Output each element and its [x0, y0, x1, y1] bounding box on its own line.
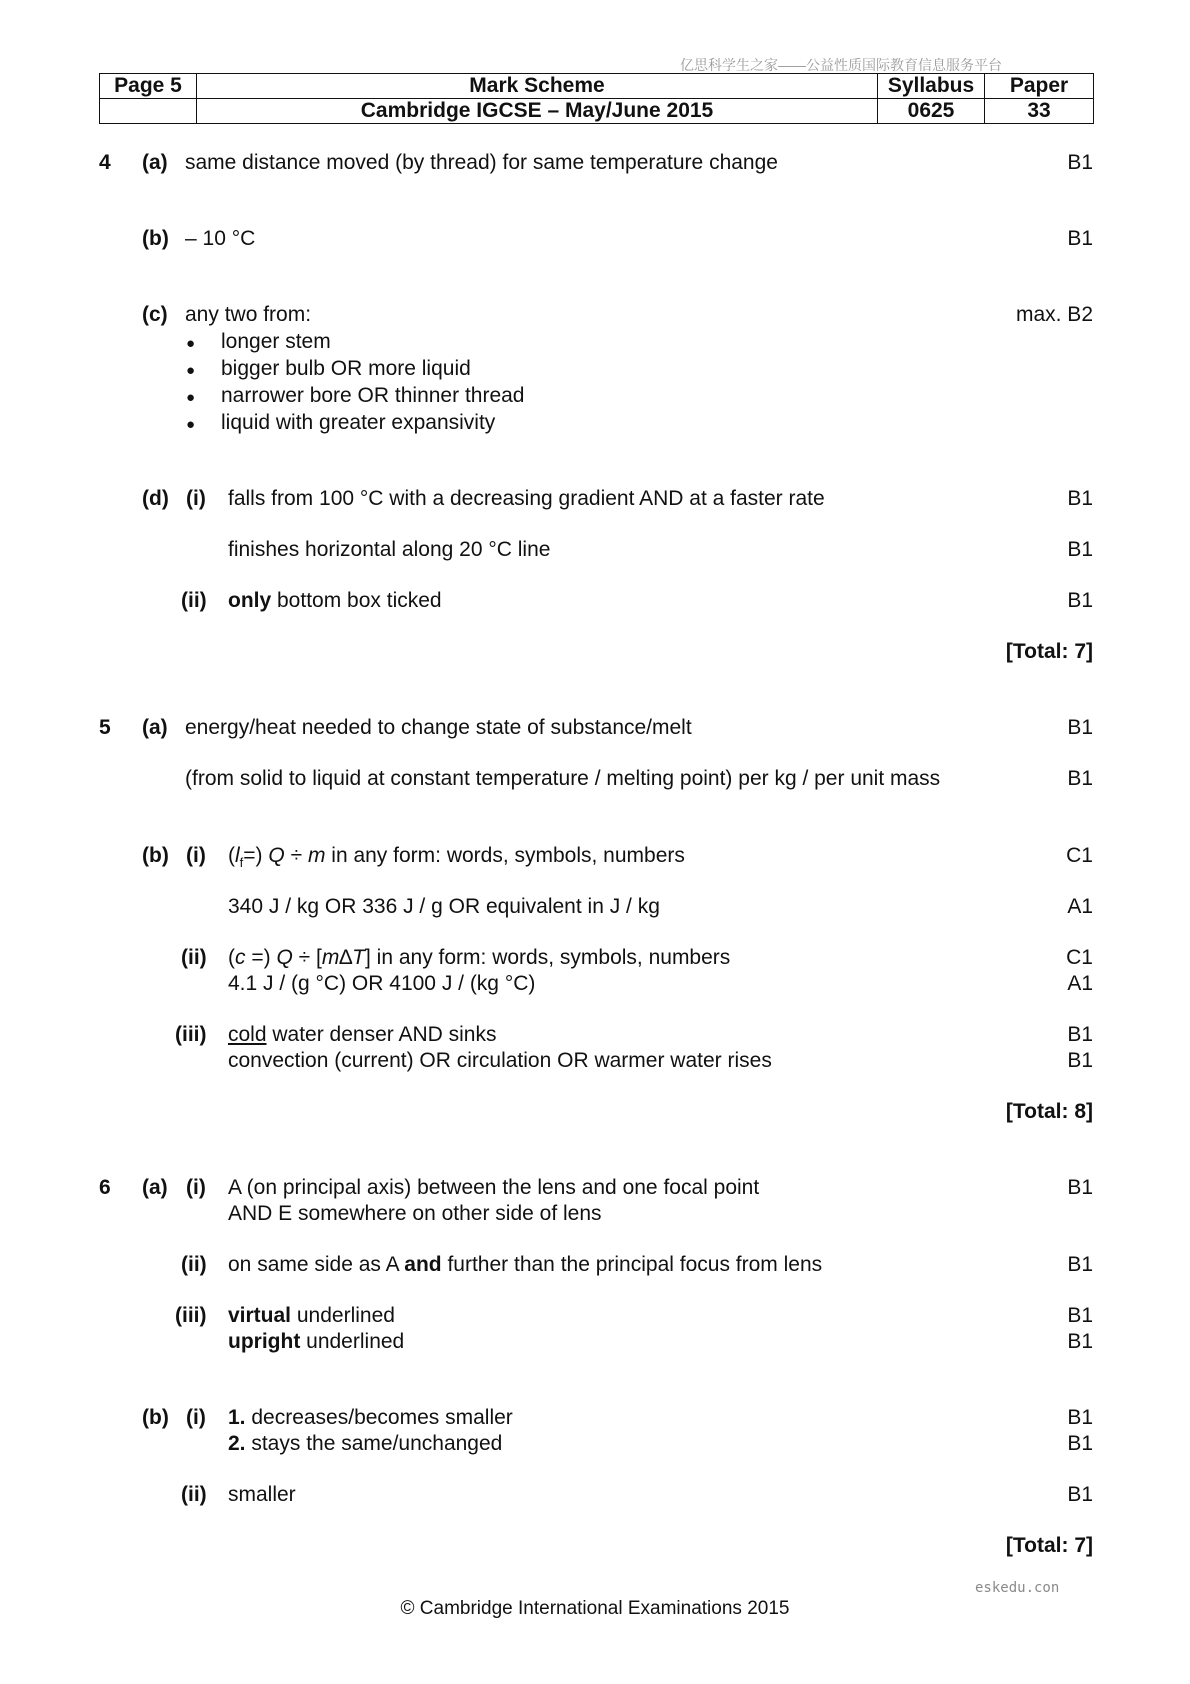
- symbol: Q: [268, 844, 285, 867]
- answer-text: [228, 1303, 395, 1329]
- mark: B1: [1067, 1330, 1093, 1353]
- symbol: T: [352, 946, 365, 969]
- paper-number: 33: [985, 99, 1094, 124]
- subpart-label: (iii): [175, 1304, 207, 1327]
- answer-text: any two from:: [185, 303, 312, 326]
- subpart-label: (i): [186, 487, 206, 510]
- page-number: Page 5: [100, 74, 197, 99]
- text-run: =): [243, 844, 269, 867]
- mark: max. B2: [1015, 303, 1093, 326]
- question-number: 6: [99, 1176, 111, 1199]
- symbol: l: [235, 844, 240, 867]
- header-table: [99, 73, 1094, 124]
- text-run: decreases/becomes smaller: [245, 1406, 513, 1429]
- list-item-text: liquid with greater expansivity: [221, 411, 496, 434]
- answer-text: [228, 1329, 404, 1355]
- text-run: ÷: [284, 844, 308, 867]
- emphasis: upright: [228, 1330, 301, 1353]
- subpart-label: (i): [186, 844, 206, 867]
- answer-text: smaller: [228, 1483, 296, 1506]
- emphasis: and: [404, 1253, 442, 1276]
- list-item: [186, 329, 195, 357]
- bullet-icon: ●: [186, 362, 196, 379]
- total-marks: [Total: 8]: [1005, 1100, 1093, 1123]
- part-label: (b): [142, 844, 169, 867]
- text-run: underlined: [291, 1304, 395, 1327]
- subpart-label: (i): [186, 1176, 206, 1199]
- syllabus-label: Syllabus: [878, 74, 985, 99]
- text-run: stays the same/unchanged: [245, 1432, 503, 1455]
- mark: B1: [1067, 1483, 1093, 1506]
- subpart-label: (iii): [175, 1023, 207, 1046]
- mark: B1: [1067, 716, 1093, 739]
- text-run: (: [228, 946, 235, 969]
- answer-text: [228, 588, 442, 614]
- text-run: ] in any form: words, symbols, numbers: [365, 946, 731, 969]
- total-marks: [Total: 7]: [1005, 640, 1093, 663]
- part-label: (d): [142, 487, 169, 510]
- delta-symbol: ∆: [339, 946, 353, 969]
- list-item-text: narrower bore OR thinner thread: [221, 384, 525, 407]
- top-watermark: 亿思科学生之家——公益性质国际教育信息服务平台: [680, 57, 1002, 73]
- answer-text: [228, 843, 685, 876]
- subscript: f: [239, 855, 244, 871]
- part-label: (c): [142, 303, 168, 326]
- text-run: on same side as A: [228, 1253, 405, 1276]
- question-number: 5: [99, 716, 111, 739]
- total-marks: [Total: 7]: [1005, 1534, 1093, 1557]
- answer-text: [228, 1252, 822, 1278]
- answer-text: – 10 °C: [185, 227, 256, 250]
- header-blank-cell: [100, 99, 197, 124]
- syllabus-code: 0625: [878, 99, 985, 124]
- text-run: ÷ [: [292, 946, 322, 969]
- answer-text: same distance moved (by thread) for same temperature change: [185, 151, 778, 174]
- emphasis: only: [228, 589, 272, 612]
- list-item: [186, 410, 195, 438]
- symbol: Q: [276, 946, 293, 969]
- subpart-label: (ii): [181, 589, 207, 612]
- answer-text: finishes horizontal along 20 °C line: [228, 538, 551, 561]
- symbol: c: [235, 946, 246, 969]
- mark: B1: [1067, 487, 1093, 510]
- symbol: m: [307, 844, 326, 867]
- answer-text: [228, 1022, 496, 1048]
- mark: B1: [1067, 1304, 1093, 1327]
- answer-text: falls from 100 °C with a decreasing gradient AND at a faster rate: [228, 487, 825, 510]
- bullet-icon: ●: [186, 389, 196, 406]
- mark: B1: [1067, 227, 1093, 250]
- answer-text: [228, 1405, 513, 1431]
- answer-text: [228, 1431, 502, 1457]
- subpart-label: (ii): [181, 1253, 207, 1276]
- doc-subtitle: Cambridge IGCSE – May/June 2015: [197, 99, 878, 124]
- mark: B1: [1067, 538, 1093, 561]
- list-item: [186, 356, 195, 384]
- paper-label: Paper: [985, 74, 1094, 99]
- list-item-text: bigger bulb OR more liquid: [221, 357, 471, 380]
- question-number: 4: [99, 151, 111, 174]
- text-run: (: [228, 844, 235, 867]
- bullet-icon: ●: [186, 335, 196, 352]
- mark: B1: [1067, 767, 1093, 790]
- text-run: water denser AND sinks: [266, 1023, 497, 1046]
- mark: B1: [1067, 1253, 1093, 1276]
- text-run: =): [245, 946, 277, 969]
- list-item-text: longer stem: [221, 330, 331, 353]
- subpart-label: (ii): [181, 946, 207, 969]
- answer-text: A (on principal axis) between the lens and one focal point: [228, 1176, 760, 1199]
- underlined-word: cold: [228, 1023, 267, 1046]
- symbol: m: [321, 946, 340, 969]
- part-label: (a): [142, 716, 168, 739]
- answer-text: (from solid to liquid at constant temperature / melting point) per kg / per unit mass: [185, 767, 941, 790]
- mark: B1: [1067, 1176, 1093, 1199]
- text-run: in any form: words, symbols, numbers: [325, 844, 685, 867]
- doc-title: Mark Scheme: [197, 74, 878, 99]
- mark: A1: [1067, 895, 1093, 918]
- text-run: bottom box ticked: [271, 589, 442, 612]
- mark: C1: [1066, 844, 1093, 867]
- answer-text: 4.1 J / (g °C) OR 4100 J / (kg °C): [228, 972, 536, 995]
- part-label: (b): [142, 1406, 169, 1429]
- copyright-footer: © Cambridge International Examinations 2015: [400, 1598, 790, 1619]
- text-run: further than the principal focus from lens: [441, 1253, 823, 1276]
- bottom-watermark: eskedu.con: [975, 1580, 1060, 1596]
- subpart-label: (i): [186, 1406, 206, 1429]
- mark: B1: [1067, 1023, 1093, 1046]
- emphasis: virtual: [228, 1304, 292, 1327]
- part-label: (b): [142, 227, 169, 250]
- answer-text: 340 J / kg OR 336 J / g OR equivalent in J / kg: [228, 895, 660, 918]
- item-number: 1.: [228, 1406, 246, 1429]
- mark: B1: [1067, 151, 1093, 174]
- mark: C1: [1066, 946, 1093, 969]
- text-run: underlined: [300, 1330, 405, 1353]
- answer-text: [228, 945, 730, 971]
- answer-text: energy/heat needed to change state of substance/melt: [185, 716, 692, 739]
- list-item: [186, 383, 195, 411]
- bullet-icon: ●: [186, 416, 196, 433]
- answer-text: convection (current) OR circulation OR warmer water rises: [228, 1049, 772, 1072]
- mark: A1: [1067, 972, 1093, 995]
- subpart-label: (ii): [181, 1483, 207, 1506]
- answer-text: AND E somewhere on other side of lens: [228, 1202, 602, 1225]
- mark: B1: [1067, 1049, 1093, 1072]
- part-label: (a): [142, 151, 168, 174]
- part-label: (a): [142, 1176, 168, 1199]
- item-number: 2.: [228, 1432, 246, 1455]
- mark: B1: [1067, 1406, 1093, 1429]
- mark: B1: [1067, 1432, 1093, 1455]
- mark: B1: [1067, 589, 1093, 612]
